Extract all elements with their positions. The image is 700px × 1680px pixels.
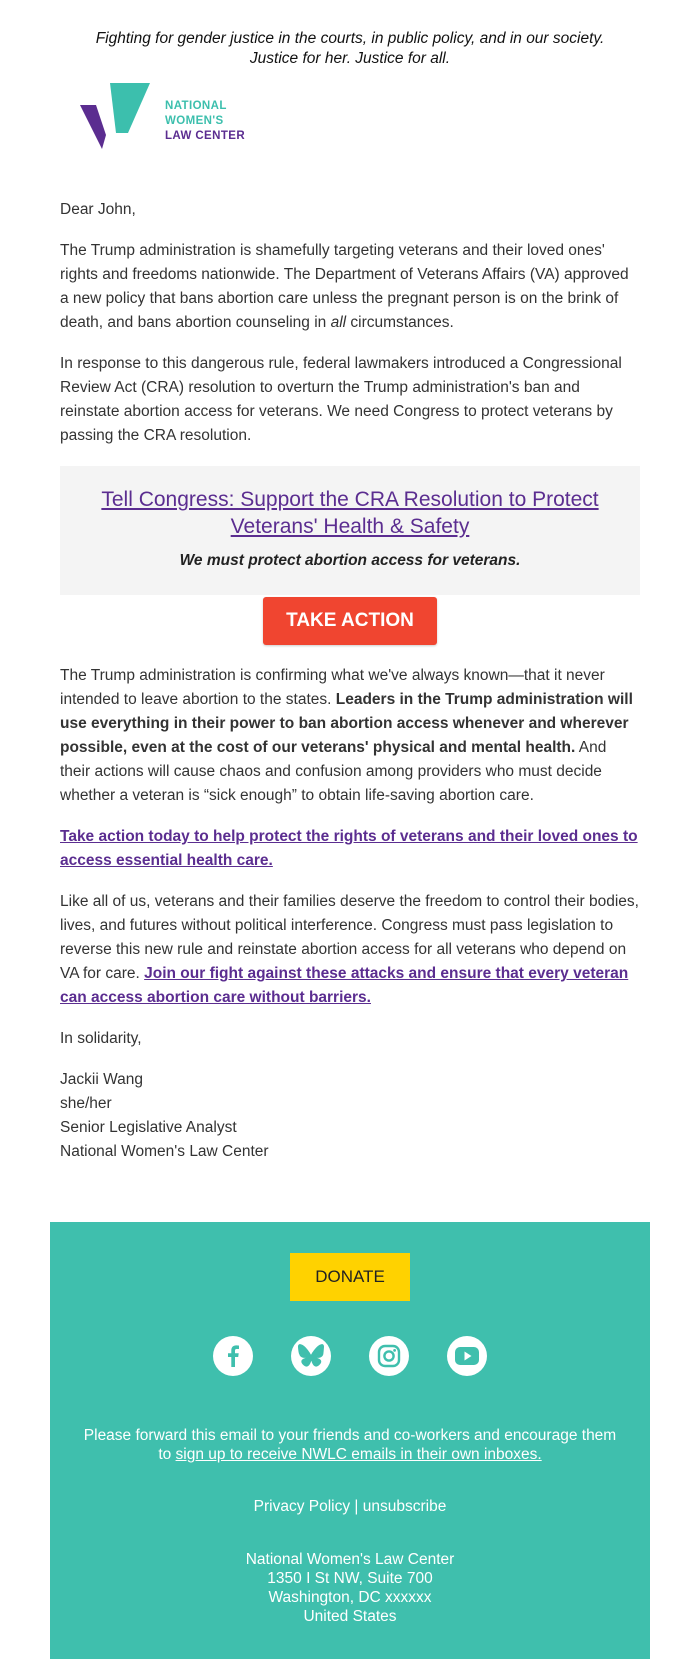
forward-text: Please forward this email to your friends and co-workers and encourage them to	[83, 1427, 617, 1463]
callout-subtitle: We must protect abortion access for veterans.	[179, 552, 521, 569]
signature	[60, 1068, 640, 1164]
paragraph-1-end: circumstances.	[346, 314, 454, 331]
signup-link[interactable]: sign up to receive NWLC emails in their own inboxes.	[175, 1446, 542, 1463]
tagline-line-1: Fighting for gender justice in the courts, in public policy, and in our society.	[95, 30, 605, 47]
social-links	[213, 1336, 487, 1376]
privacy-policy-link[interactable]: Privacy Policy	[253, 1498, 351, 1515]
paragraph-3-text: The Trump administration is confirming what we've always known—that it never intended to leave abortion to the states.	[60, 667, 605, 708]
address-line-4: United States	[303, 1608, 397, 1625]
address-line-1: National Women's Law Center	[245, 1551, 455, 1568]
donate-button[interactable]: DONATE	[290, 1253, 410, 1301]
paragraph-3	[60, 664, 640, 808]
nwlc-logo[interactable]	[80, 83, 270, 153]
unsubscribe-link[interactable]: unsubscribe	[362, 1498, 447, 1515]
closing: In solidarity,	[60, 1030, 142, 1047]
logo-wordmark	[165, 99, 245, 144]
paragraph-1-text: The Trump administration is shamefully targeting veterans and their loved ones' rights and freedoms nationwide. The Department of Veterans Affairs (VA) approved a new policy that bans abortion care unless the pregnant person is on the brink of death, and bans abortion counseling in	[60, 242, 629, 331]
facebook-icon[interactable]	[213, 1336, 253, 1376]
intro-content	[60, 198, 640, 465]
greeting: Dear John,	[60, 201, 136, 218]
signature-org: National Women's Law Center	[60, 1143, 269, 1160]
paragraph-1-emphasis: all	[330, 314, 347, 331]
mailing-address	[50, 1550, 650, 1626]
legal-separator: |	[350, 1498, 363, 1515]
main-content	[60, 664, 640, 1164]
paragraph-4-text: Like all of us, veterans and their families deserve the freedom to control their bodies, lives, and futures without political interference. Congress must pass legislation to reverse this new rule and reinstate abortion access for all veterans who depend on VA for care.	[60, 893, 639, 982]
paragraph-2: In response to this dangerous rule, federal lawmakers introduced a Congressional Review Act (CRA) resolution to overturn the Trump administration's ban and reinstate abortion access for veterans. We need Congress to protect veterans by passing the CRA resolution.	[60, 355, 622, 444]
paragraph-1	[60, 239, 640, 335]
address-line-3: Washington, DC xxxxxx	[268, 1589, 432, 1606]
action-paragraph	[60, 825, 640, 873]
paragraph-4	[60, 890, 640, 1010]
signature-title: Senior Legislative Analyst	[60, 1119, 237, 1136]
action-link[interactable]: Take action today to help protect the rights of veterans and their loved ones to access essential health care.	[60, 828, 638, 869]
signature-pronouns: she/her	[60, 1095, 112, 1112]
callout-link[interactable]: Tell Congress: Support the CRA Resolution to Protect Veterans' Health & Safety	[101, 488, 599, 538]
instagram-icon[interactable]	[369, 1336, 409, 1376]
footer	[50, 1222, 650, 1659]
address-line-2: 1350 I St NW, Suite 700	[267, 1570, 433, 1587]
logo-line-3: LAW CENTER	[165, 130, 246, 142]
youtube-icon[interactable]	[447, 1336, 487, 1376]
callout-box	[60, 466, 640, 595]
bluesky-icon[interactable]	[291, 1336, 331, 1376]
paragraph-3-bold: Leaders in the Trump administration will use everything in their power to ban abortion access whenever and wherever possible, even at the cost of our veterans' physical and mental health.	[60, 691, 633, 756]
legal-links	[50, 1497, 650, 1517]
logo-line-2: WOMEN'S	[165, 115, 224, 127]
join-fight-link[interactable]: Join our fight against these attacks and ensure that every veteran can access abortion care without barriers.	[60, 965, 629, 1006]
tagline-line-2: Justice for her. Justice for all.	[249, 50, 451, 67]
forward-message	[80, 1426, 620, 1464]
tagline	[0, 0, 700, 69]
logo-line-1: NATIONAL	[165, 100, 227, 112]
nwlc-v-logo-icon	[80, 83, 156, 151]
take-action-button[interactable]: TAKE ACTION	[263, 597, 437, 645]
paragraph-3-end: And their actions will cause chaos and confusion among providers who must decide whether a veteran is “sick enough” to obtain life-saving abortion care.	[60, 739, 607, 804]
signature-name: Jackii Wang	[60, 1071, 143, 1088]
